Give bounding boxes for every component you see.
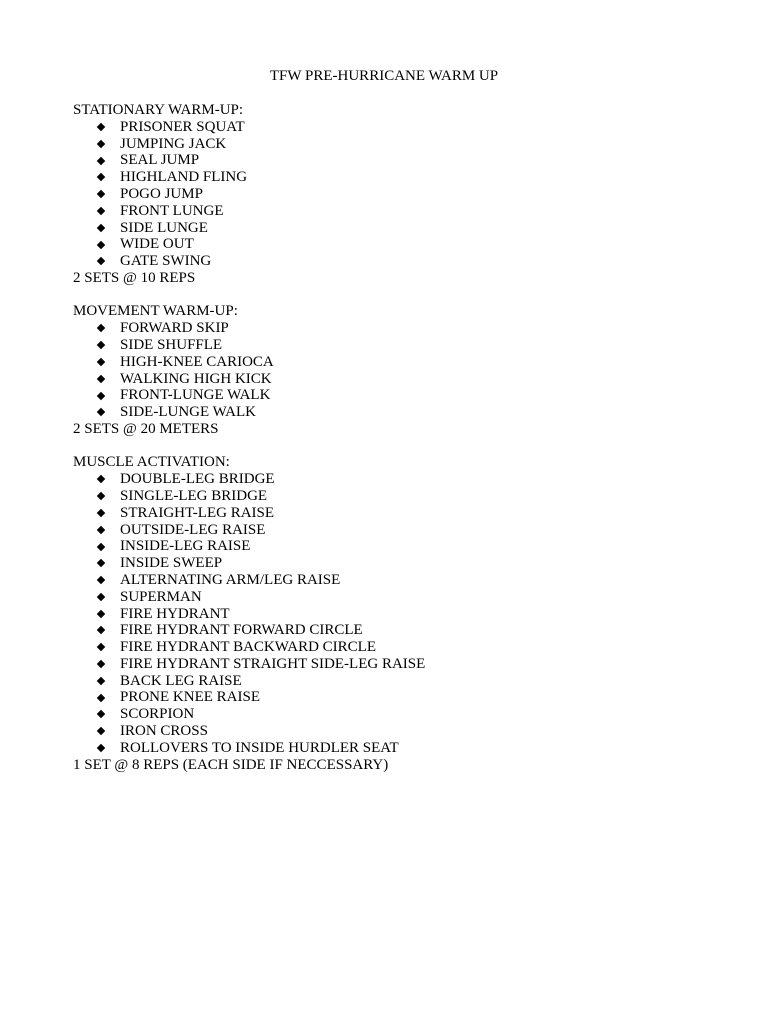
list-item: [73, 740, 733, 757]
diamond-bullet-icon: [97, 341, 105, 349]
list-item: [73, 119, 733, 136]
list-item-label: WIDE OUT: [120, 236, 194, 253]
list-item-label: FIRE HYDRANT: [120, 605, 230, 622]
list-item: [73, 320, 733, 337]
diamond-bullet-icon: [97, 324, 105, 332]
list-item: [73, 589, 733, 606]
list-item-label: FIRE HYDRANT BACKWARD CIRCLE: [120, 639, 376, 656]
list-item: [73, 186, 733, 203]
list-item: [73, 236, 733, 253]
list-item-label: SIDE LUNGE: [120, 219, 208, 236]
list-item: [73, 656, 733, 673]
section-muscle-activation: [73, 454, 733, 773]
list-item-label: SUPERMAN: [120, 588, 202, 605]
section-heading: STATIONARY WARM-UP:: [73, 102, 244, 118]
diamond-bullet-icon: [97, 727, 105, 735]
diamond-bullet-icon: [97, 542, 105, 550]
list-item-label: OUTSIDE-LEG RAISE: [120, 521, 266, 538]
list-item-label: WALKING HIGH KICK: [120, 370, 272, 387]
diamond-bullet-icon: [97, 156, 105, 164]
list-item: [73, 572, 733, 589]
list-item-label: POGO JUMP: [120, 185, 203, 202]
document-body: [73, 102, 733, 790]
list-item-label: FORWARD SKIP: [120, 320, 229, 337]
section-sets-reps: 1 SET @ 8 REPS (EACH SIDE IF NECCESSARY): [73, 756, 389, 773]
list-item-label: FRONT LUNGE: [120, 202, 224, 219]
list-item-label: HIGHLAND FLING: [120, 169, 248, 186]
diamond-bullet-icon: [97, 559, 105, 567]
list-item-label: PRONE KNEE RAISE: [120, 689, 261, 706]
list-item-label: STRAIGHT-LEG RAISE: [120, 504, 275, 521]
diamond-bullet-icon: [97, 643, 105, 651]
diamond-bullet-icon: [97, 207, 105, 215]
section-stationary-warm-up: [73, 102, 733, 287]
diamond-bullet-icon: [97, 693, 105, 701]
list-item: [73, 505, 733, 522]
list-item-label: FIRE HYDRANT FORWARD CIRCLE: [120, 622, 363, 639]
list-item: [73, 538, 733, 555]
list-item: [73, 354, 733, 371]
diamond-bullet-icon: [97, 609, 105, 617]
list-item: [73, 639, 733, 656]
list-item: [73, 488, 733, 505]
list-item: [73, 723, 733, 740]
list-item-label: SIDE-LUNGE WALK: [120, 404, 256, 421]
list-item-label: INSIDE SWEEP: [120, 555, 223, 572]
list-item-label: ALTERNATING ARM/LEG RAISE: [120, 571, 341, 588]
section-movement-warm-up: [73, 303, 733, 437]
diamond-bullet-icon: [97, 677, 105, 685]
section-sets-reps: 2 SETS @ 20 METERS: [73, 420, 219, 437]
list-item-label: SEAL JUMP: [120, 152, 200, 169]
diamond-bullet-icon: [97, 224, 105, 232]
diamond-bullet-icon: [97, 660, 105, 668]
exercise-list: [73, 119, 733, 270]
list-item: [73, 673, 733, 690]
list-item: [73, 169, 733, 186]
list-item: [73, 555, 733, 572]
diamond-bullet-icon: [97, 710, 105, 718]
section-heading: MUSCLE ACTIVATION:: [73, 454, 230, 471]
document-title: TFW PRE-HURRICANE WARM UP: [269, 68, 499, 84]
list-item-label: PRISONER SQUAT: [120, 118, 245, 135]
diamond-bullet-icon: [97, 374, 105, 382]
diamond-bullet-icon: [97, 475, 105, 483]
list-item-label: FRONT-LUNGE WALK: [120, 387, 271, 404]
list-item: [73, 689, 733, 706]
list-item-label: GATE SWING: [120, 253, 212, 270]
diamond-bullet-icon: [97, 173, 105, 181]
list-item-label: SIDE SHUFFLE: [120, 336, 223, 353]
exercise-list: [73, 320, 733, 421]
list-item: [73, 371, 733, 388]
diamond-bullet-icon: [97, 257, 105, 265]
list-item-label: JUMPING JACK: [120, 135, 227, 152]
diamond-bullet-icon: [97, 744, 105, 752]
diamond-bullet-icon: [97, 593, 105, 601]
list-item: [73, 136, 733, 153]
diamond-bullet-icon: [97, 190, 105, 198]
diamond-bullet-icon: [97, 509, 105, 517]
list-item: [73, 253, 733, 270]
list-item-label: DOUBLE-LEG BRIDGE: [120, 471, 275, 488]
diamond-bullet-icon: [97, 140, 105, 148]
diamond-bullet-icon: [97, 240, 105, 248]
list-item-label: ROLLOVERS TO INSIDE HURDLER SEAT: [120, 739, 399, 756]
list-item-label: SINGLE-LEG BRIDGE: [120, 487, 268, 504]
list-item-label: SCORPION: [120, 706, 195, 723]
list-item: [73, 706, 733, 723]
diamond-bullet-icon: [97, 358, 105, 366]
list-item-label: BACK LEG RAISE: [120, 672, 242, 689]
list-item-label: HIGH-KNEE CARIOCA: [120, 353, 274, 370]
list-item: [73, 522, 733, 539]
list-item: [73, 203, 733, 220]
diamond-bullet-icon: [97, 391, 105, 399]
list-item: [73, 387, 733, 404]
section-sets-reps: 2 SETS @ 10 REPS: [73, 269, 196, 286]
list-item: [73, 606, 733, 623]
list-item-label: IRON CROSS: [120, 723, 208, 740]
diamond-bullet-icon: [97, 123, 105, 131]
exercise-list: [73, 471, 733, 757]
list-item: [73, 622, 733, 639]
diamond-bullet-icon: [97, 492, 105, 500]
list-item: [73, 471, 733, 488]
diamond-bullet-icon: [97, 626, 105, 634]
list-item-label: INSIDE-LEG RAISE: [120, 538, 251, 555]
list-item: [73, 404, 733, 421]
list-item-label: FIRE HYDRANT STRAIGHT SIDE-LEG RAISE: [120, 655, 426, 672]
diamond-bullet-icon: [97, 525, 105, 533]
list-item: [73, 152, 733, 169]
list-item: [73, 337, 733, 354]
list-item: [73, 220, 733, 237]
diamond-bullet-icon: [97, 576, 105, 584]
section-heading: MOVEMENT WARM-UP:: [73, 303, 238, 320]
diamond-bullet-icon: [97, 408, 105, 416]
